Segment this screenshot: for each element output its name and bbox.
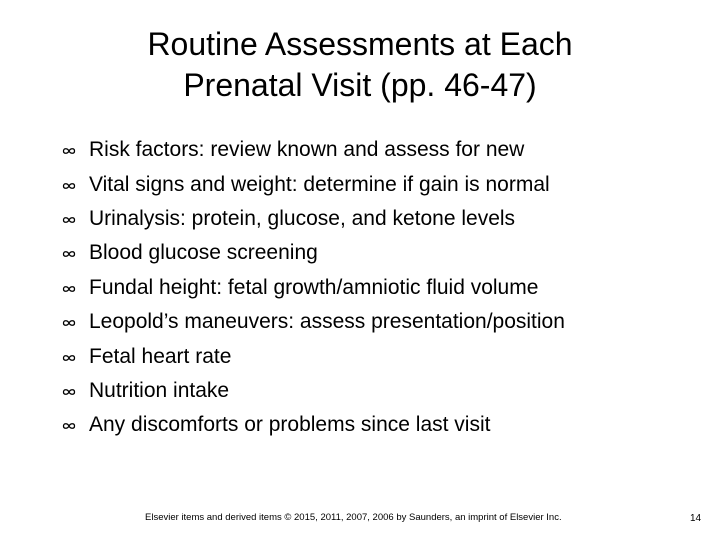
infinity-symbol-icon [62, 421, 76, 431]
bullet-text: Vital signs and weight: determine if gain is normal [89, 172, 550, 196]
bullet-item [62, 374, 662, 408]
infinity-symbol-icon [62, 181, 76, 191]
bullet-text: Urinalysis: protein, glucose, and ketone levels [89, 206, 516, 230]
slide-title-line-2: Prenatal Visit (pp. 46-47) [183, 67, 537, 103]
infinity-symbol-icon [62, 249, 76, 259]
infinity-symbol-icon [62, 215, 76, 225]
infinity-symbol-icon [62, 318, 76, 328]
slide-title [60, 24, 660, 106]
bullet-item [62, 305, 662, 339]
bullet-text: Any discomforts or problems since last visit [89, 413, 491, 437]
page-number: 14 [690, 513, 702, 524]
slide-title-line-1: Routine Assessments at Each [147, 26, 573, 62]
infinity-symbol-icon [62, 353, 76, 363]
bullet-item [62, 167, 662, 201]
bullet-item [62, 202, 662, 236]
bullet-item [62, 236, 662, 270]
bullet-item [62, 271, 662, 305]
bullet-item [62, 339, 662, 373]
bullet-item [62, 133, 662, 167]
bullet-text: Fetal heart rate [89, 344, 232, 368]
bullet-text: Leopold’s maneuvers: assess presentation/position [89, 310, 565, 334]
bullet-list [62, 133, 662, 443]
copyright-footer: Elsevier items and derived items © 2015, 2011, 2007, 2006 by Saunders, an imprint of Elsevier Inc. [145, 512, 562, 523]
bullet-text: Nutrition intake [89, 378, 230, 402]
bullet-item [62, 408, 662, 442]
infinity-symbol-icon [62, 284, 76, 294]
bullet-text: Risk factors: review known and assess for new [89, 138, 525, 162]
infinity-symbol-icon [62, 146, 76, 156]
bullet-text: Fundal height: fetal growth/amniotic fluid volume [89, 275, 539, 299]
bullet-text: Blood glucose screening [89, 241, 318, 265]
infinity-symbol-icon [62, 387, 76, 397]
